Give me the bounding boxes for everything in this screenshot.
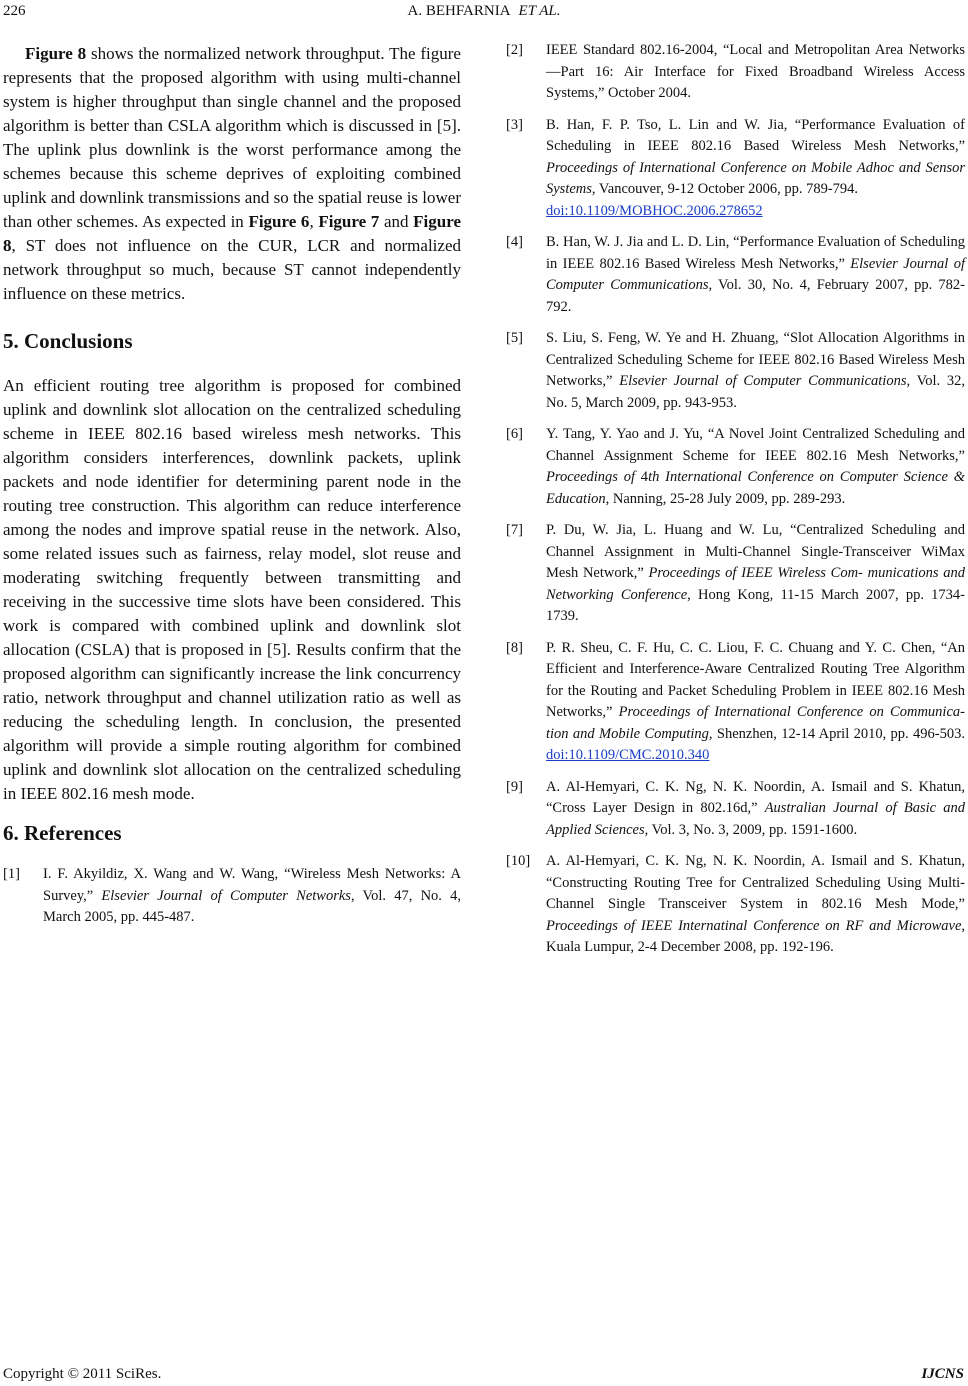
reference-number: [4]	[506, 234, 523, 250]
reference-item	[506, 328, 965, 414]
reference-details: , Vol. 47, No. 4, March 2005, pp. 445-487.	[43, 887, 462, 925]
reference-text: Y. Tang, Y. Yao and J. Yu, “A Novel Joint Centralized Scheduling and Channel Assignment Scheme for IEEE 802.16 Mesh Networks,”	[546, 426, 965, 464]
reference-source: Elsevier Journal of Computer Communications	[546, 255, 965, 293]
intro-sep-1: ,	[309, 212, 319, 231]
reference-number: [6]	[506, 426, 523, 442]
reference-source: Proceedings of	[546, 469, 636, 485]
conclusions-heading: 5. Conclusions	[3, 329, 133, 353]
reference-text: P. R. Sheu, C. F. Hu, C. C. Liou, F. C. Chuang and Y. C. Chen, “An Efficient and Interference-Aware Centralized Routing Tree Algorithm for the Routing and Packet Scheduling Problem in IEEE 802.16 Mesh Networks,”	[546, 639, 965, 720]
reference-item	[506, 520, 965, 628]
copyright-footer: Copyright © 2011 SciRes.	[3, 1366, 162, 1382]
intro-paragraph	[3, 42, 461, 306]
reference-item	[506, 40, 965, 105]
reference-item	[506, 851, 965, 959]
reference-source: Proceedings of IEEE Internatinal Conference on RF and Microwave	[546, 917, 962, 934]
reference-source: Elsevier Journal of Computer Networks	[101, 887, 351, 904]
reference-details: , Vol. 32, No. 5, March 2009, pp. 943-953.	[546, 373, 965, 411]
running-header	[0, 1, 968, 21]
reference-text: A. Al-Hemyari, C. K. Ng, N. K. Noordin, A. Ismail and S. Khatun, “Constructing Routing Tree for Centralized Scheduling Using Multi-Channel Single Transceiver System in 802.16 Mesh Mode,”	[546, 853, 965, 912]
reference-item	[3, 864, 461, 929]
reference-number: [5]	[506, 330, 523, 346]
reference-details: , Nanning, 25-28 July 2009, pp. 289-293.	[605, 490, 846, 507]
reference-item	[506, 115, 965, 223]
reference-source: Elsevier Journal of Computer Communications	[619, 373, 907, 389]
reference-number: [2]	[506, 42, 523, 58]
reference-item	[506, 424, 965, 510]
intro-sep-2: and	[379, 212, 414, 231]
references-heading: 6. References	[3, 821, 122, 845]
reference-details: , Vol. 30, No. 4, February 2007, pp. 782-792.	[546, 277, 965, 315]
reference-details: , Vancouver, 9-12 October 2006, pp. 789-794.	[591, 181, 859, 197]
journal-footer: IJCNS	[921, 1366, 964, 1382]
reference-text: I. F. Akyildiz, X. Wang and W. Wang, “Wireless Mesh Networks: A Survey,”	[43, 866, 461, 904]
reference-item	[506, 232, 965, 318]
reference-source: Australian Journal of Basic and Applied Sciences	[546, 800, 965, 838]
reference-number: [8]	[506, 639, 523, 656]
intro-text: shows the normalized network throughput. The figure represents that the proposed algorithm with using multi-channel system is higher throughput than single channel and the proposed algorithm is better than CSLA algorithm which is discussed in [5]. The uplink plus downlink is the worst performance among the schemes because this scheme deprives of exploiting combined uplink and downlink transmissions and so the spatial reuse is lower than other schemes. As expected in	[3, 44, 461, 231]
doi-link[interactable]: doi:10.1109/MOBHOC.2006.278652	[546, 202, 763, 219]
reference-source-cont: th International Conference on Computer Science & Education	[546, 469, 965, 507]
figure-6-ref: Figure 6	[248, 212, 310, 231]
conclusions-paragraph: An efficient routing tree algorithm is proposed for combined uplink and downlink slot allocation on the centralized scheduling scheme in IEEE 802.16 based wireless mesh networks. This algorithm considers interferences, downlink packets, uplink packets and node identifier for determining parent node in the routing tree construction. This algorithm can reduce interference among the nodes and improve spatial reuse in the network. Also, some related issues such as fairness, relay model, slot reuse and moderating switching frequently between transmitting and receiving in the successive time slots have been considered. This work is compared with combined uplink and downlink slot allocation (CSLA) that is proposed in [5]. Results confirm that the proposed algorithm can significantly increase the link concurrency ratio, network throughput and channel utilization ratio as well as reducing the scheduling length. In conclusion, the presented algorithm will provide a simple routing algorithm for combined uplink and downlink slot allocation on the centralized scheduling in IEEE 802.16 mesh mode.	[3, 376, 461, 803]
reference-details: , Hong Kong, 11-15 March 2007, pp. 1734-1739.	[546, 586, 965, 624]
reference-text: S. Liu, S. Feng, W. Ye and H. Zhuang, “Slot Allocation Algorithms in Centralized Scheduling Scheme for IEEE 802.16 Based Wireless Mesh Networks,”	[546, 330, 965, 389]
reference-number: [3]	[506, 116, 523, 133]
right-column	[506, 40, 965, 959]
doi-link[interactable]: doi:10.1109/CMC.2010.340	[546, 747, 710, 763]
reference-details: , Shenzhen, 12-14 April 2010, pp. 496-503.	[708, 725, 965, 742]
reference-details: , Vol. 3, No. 3, 2009, pp. 1591-1600.	[644, 821, 858, 838]
reference-source: Proceedings of International Conference on Mobile Adhoc and Sensor Systems	[546, 159, 965, 197]
header-authors: A. BEHFARNIA	[407, 3, 511, 19]
reference-source: Proceedings of International Conference on Communication and Mobile Computing	[546, 704, 965, 742]
reference-item	[506, 777, 965, 842]
reference-text: P. Du, W. Jia, L. Huang and W. Lu, “Centralized Scheduling and Channel Assignment in Multi-Channel Single-Transceiver WiMax Mesh Network,”	[546, 522, 965, 581]
reference-source: Proceedings of IEEE Wireless Com- munications and Networking Conference	[546, 565, 965, 603]
figure-8b-ref: Figure 8	[3, 212, 461, 255]
reference-text: A. Al-Hemyari, C. K. Ng, N. K. Noordin, A. Ismail and S. Khatun, “Cross Layer Design in 802.16d,”	[546, 778, 965, 816]
left-column	[3, 42, 461, 929]
reference-number: [9]	[506, 778, 523, 795]
header-authors-suffix: ET AL.	[518, 3, 561, 19]
reference-number: [10]	[506, 853, 531, 869]
reference-details: , Kuala Lumpur, 2-4 December 2008, pp. 192-196.	[546, 917, 965, 955]
reference-text: IEEE Standard 802.16-2004, “Local and Metropolitan Area Networks—Part 16: Air Interface for Fixed Broadband Wireless Access Systems,” October 2004.	[546, 42, 965, 101]
intro-text-end: , ST does not influence on the CUR, LCR and normalized network throughput so much, because ST cannot independently influence on these metrics.	[3, 236, 461, 303]
reference-ordinal: 4	[635, 469, 649, 485]
reference-number: [1]	[3, 866, 20, 882]
reference-item	[506, 638, 965, 767]
figure-8-ref: Figure 8	[25, 44, 87, 63]
figure-7-ref: Figure 7	[318, 212, 380, 231]
reference-text: B. Han, W. J. Jia and L. D. Lin, “Performance Evaluation of Scheduling in IEEE 802.16 Based Wireless Mesh Networks,”	[546, 234, 965, 272]
reference-text: B. Han, F. P. Tso, L. Lin and W. Jia, “Performance Evaluation of Scheduling in IEEE 802.16 Based Wireless Mesh Networks,”	[546, 116, 965, 154]
page-number: 226	[3, 3, 26, 19]
reference-number: [7]	[506, 522, 523, 538]
